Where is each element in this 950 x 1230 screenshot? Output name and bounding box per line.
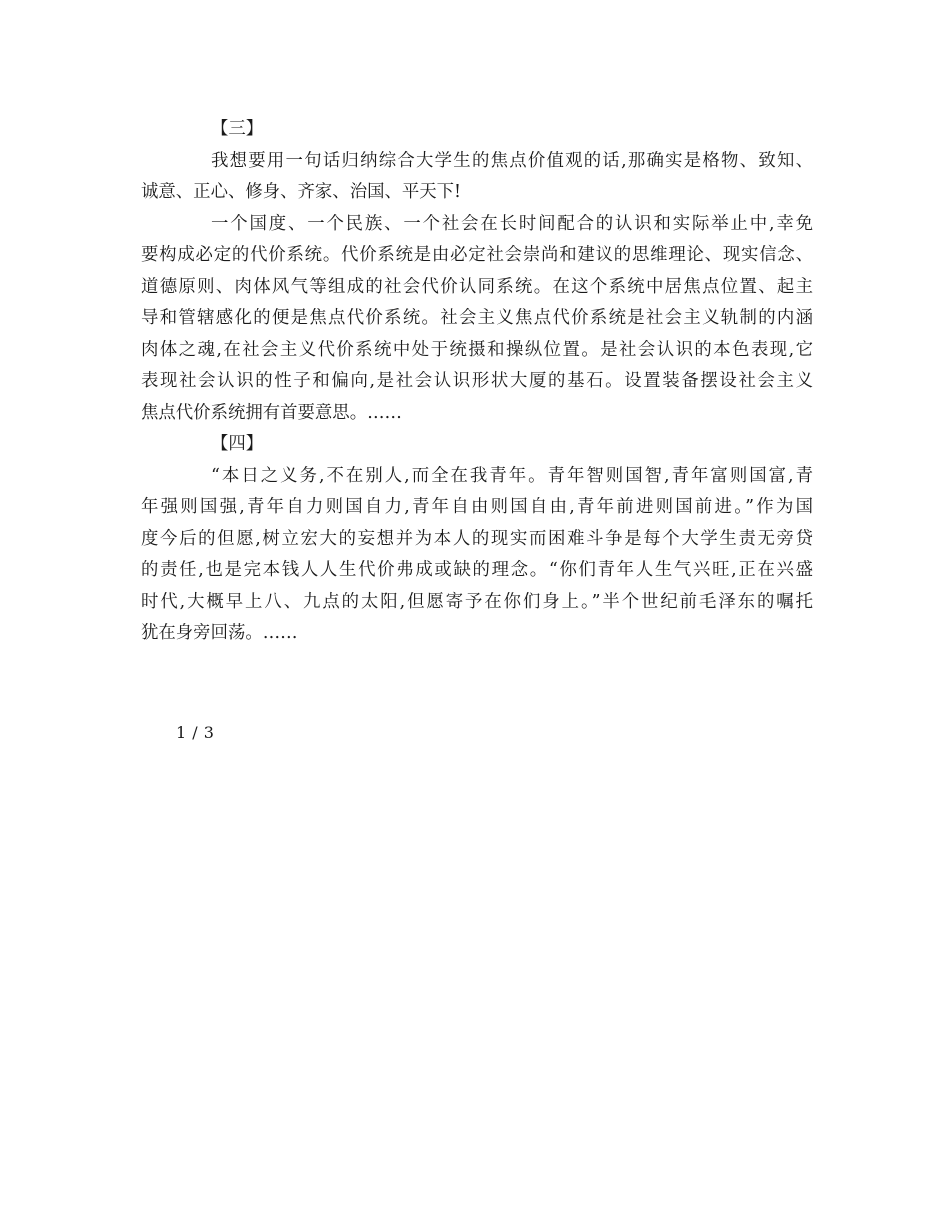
paragraph-line: 犹在身旁回荡。…… bbox=[141, 623, 298, 643]
paragraph-line: 年强则国强,青年自力则国自力,青年自由则国自由,青年前进则国前进。”作为国 bbox=[141, 497, 813, 517]
paragraph-line: 表现社会认识的性子和偏向,是社会认识形状大厦的基石。设置装备摆设社会主义 bbox=[141, 371, 813, 391]
section-heading-3: 【三】 bbox=[211, 119, 264, 139]
page-number: 1 / 3 bbox=[176, 723, 215, 742]
paragraph-line: 导和管辖感化的便是焦点代价系统。社会主义焦点代价系统是社会主义轨制的内涵 bbox=[141, 308, 813, 328]
paragraph-line: 时代,大概早上八、九点的太阳,但愿寄予在你们身上。”半个世纪前毛泽东的嘱托 bbox=[141, 591, 813, 612]
paragraph-line: 度今后的但愿,树立宏大的妄想并为本人的现实而困难斗争是每个大学生责无旁贷 bbox=[141, 528, 813, 549]
paragraph-line: 要构成必定的代价系统。代价系统是由必定社会崇尚和建议的思维理论、现实信念、 bbox=[141, 245, 813, 265]
paragraph-line: 道德原则、肉体风气等组成的社会代价认同系统。在这个系统中居焦点位置、起主 bbox=[141, 276, 813, 297]
paragraph-line: 一个国度、一个民族、一个社会在长时间配合的认识和实际举止中,幸免 bbox=[211, 213, 813, 234]
paragraph-line: 的责任,也是完本钱人人生代价弗成或缺的理念。“你们青年人生气兴旺,正在兴盛 bbox=[141, 560, 813, 580]
section-heading-4: 【四】 bbox=[211, 434, 264, 454]
paragraph-line: 诚意、正心、修身、齐家、治国、平天下! bbox=[141, 182, 462, 202]
paragraph-line: 肉体之魂,在社会主义代价系统中处于统摄和操纵位置。是社会认识的本色表现,它 bbox=[141, 339, 813, 360]
document-body bbox=[141, 114, 813, 650]
paragraph bbox=[141, 146, 813, 209]
paragraph-line: 焦点代价系统拥有首要意思。…… bbox=[141, 402, 402, 423]
paragraph-line: “本日之义务,不在别人,而全在我青年。青年智则国智,青年富则国富,青 bbox=[211, 465, 813, 486]
paragraph bbox=[141, 461, 813, 650]
paragraph bbox=[141, 209, 813, 430]
paragraph-line: 我想要用一句话归纳综合大学生的焦点价值观的话,那确实是格物、致知、 bbox=[211, 150, 813, 171]
